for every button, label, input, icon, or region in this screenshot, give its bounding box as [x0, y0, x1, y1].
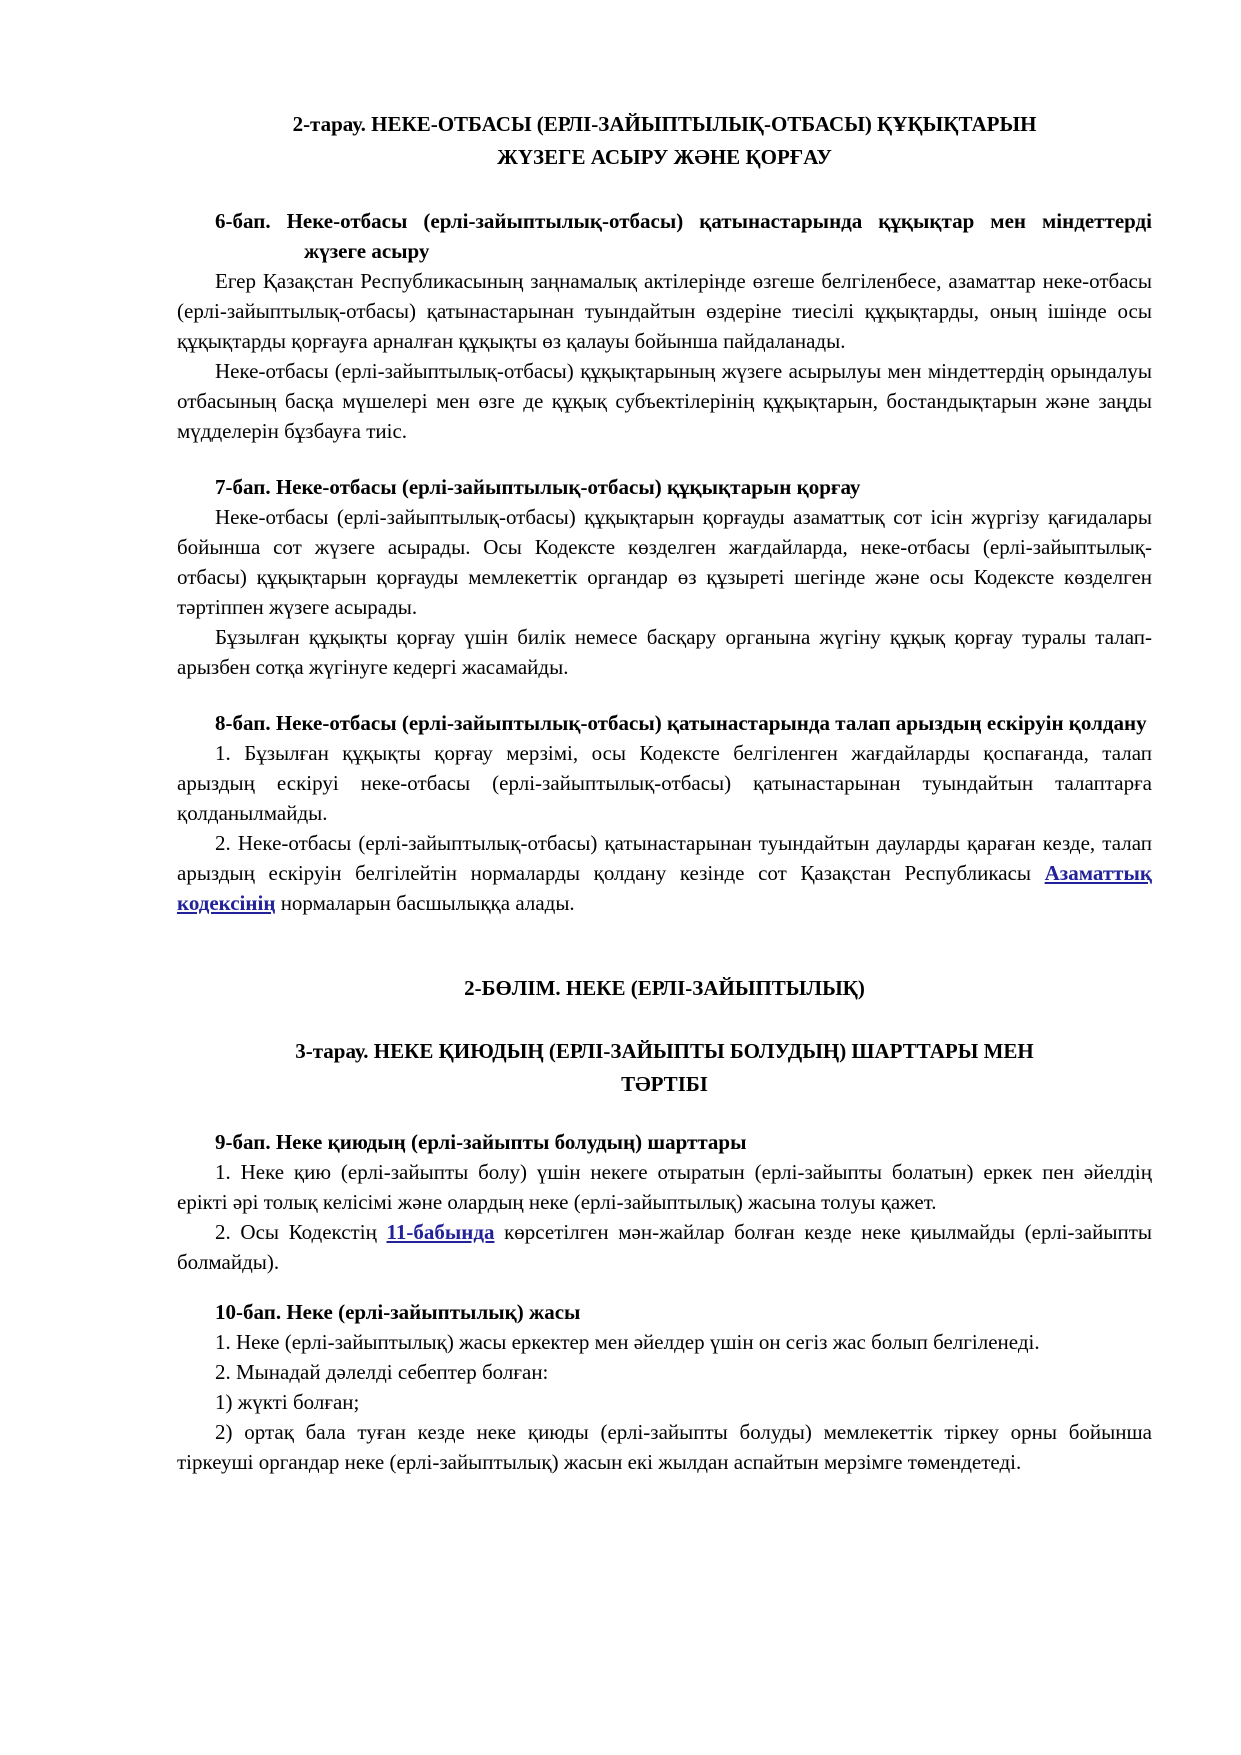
article-6-heading: 6-бап. Неке-отбасы (ерлі-зайыптылық-отбасы) қатынастарында құқықтар мен міндеттерді жүзеге асыру	[215, 209, 1152, 263]
article-9-para-2-text: 2. Осы Кодекстің	[215, 1220, 387, 1244]
article-7-para-2: Бұзылған құқықты қорғау үшін билік немесе басқару органына жүгіну құқық қорғау туралы талап-арызбен сотқа жүгінуге кедергі жасамайды.	[177, 625, 1152, 679]
article-10-item-1: 1) жүкті болған;	[215, 1390, 360, 1414]
article-9-para-2-text-after: көрсетілген мән-жайлар болған кезде неке қиылмайды (ерлі-зайыпты болмайды).	[177, 1220, 1152, 1274]
article-8	[177, 708, 1152, 918]
article-8-heading: 8-бап. Неке-отбасы (ерлі-зайыптылық-отбасы) қатынастарында талап арыздың ескіруін қолдану	[215, 711, 1147, 735]
chapter-3-title-line-1: 3-тарау. НЕКЕ ҚИЮДЫҢ (ЕРЛІ-ЗАЙЫПТЫ БОЛУДЫҢ) ШАРТТАРЫ МЕН	[295, 1039, 1034, 1063]
article-10-heading: 10-бап. Неке (ерлі-зайыптылық) жасы	[215, 1300, 581, 1324]
article-8-para-2-text: 2. Неке-отбасы (ерлі-зайыптылық-отбасы) қатынастарынан туындайтын дауларды қараған кезде, талап арыздың ескіруін белгілейтін нормаларды қолдану кезінде сот Қазақстан Республикасы	[177, 831, 1152, 885]
article-9	[177, 1127, 1152, 1277]
chapter-3-title-line-2: ТӘРТІБІ	[621, 1072, 708, 1096]
chapter-2-title-line-1: 2-тарау. НЕКЕ-ОТБАСЫ (ЕРЛІ-ЗАЙЫПТЫЛЫҚ-ОТБАСЫ) ҚҰҚЫҚТАРЫН	[292, 112, 1037, 136]
article-7-heading: 7-бап. Неке-отбасы (ерлі-зайыптылық-отбасы) құқықтарын қорғау	[215, 475, 861, 499]
article-8-para-2-text-after: нормаларын басшылыққа алады.	[275, 891, 575, 915]
article-10-item-2: 2) ортақ бала туған кезде неке қиюды (ерлі-зайыпты болуды) мемлекеттік тіркеу орны бойынша тіркеуші органдар неке (ерлі-зайыптылық) жасын екі жылдан аспайтын мерзімге төмендетеді.	[177, 1420, 1152, 1474]
chapter-2-title	[177, 108, 1152, 174]
part-2-title: 2-БӨЛІМ. НЕКЕ (ЕРЛІ-ЗАЙЫПТЫЛЫҚ)	[464, 976, 865, 1000]
article-9-para-2	[177, 1217, 1152, 1277]
civil-code-link[interactable]: Азаматтық кодексінің	[177, 861, 1152, 915]
article-10-para-1: 1. Неке (ерлі-зайыптылық) жасы еркектер мен әйелдер үшін он сегіз жас болып белгіленеді.	[215, 1330, 1040, 1354]
article-6-para-1: Егер Қазақстан Республикасының заңнамалық актілерінде өзгеше белгіленбесе, азаматтар неке-отбасы (ерлі-зайыптылық-отбасы) қатынастарынан туындайтын өздеріне тиесілі құқықтарды, оның ішінде осы құқықтарды қорғауға арналған құқықты өз қалауы бойынша пайдаланады.	[177, 269, 1152, 353]
article-8-para-2	[177, 828, 1152, 918]
article-9-heading: 9-бап. Неке қиюдың (ерлі-зайыпты болудың) шарттары	[215, 1130, 747, 1154]
chapter-3-title	[177, 1035, 1152, 1101]
article-7	[177, 472, 1152, 682]
article-6	[177, 206, 1152, 446]
article-10	[177, 1297, 1152, 1477]
article-9-para-1: 1. Неке қию (ерлі-зайыпты болу) үшін некеге отыратын (ерлі-зайыпты болатын) еркек пен әйелдің ерікті әрі толық келісімі және олардың неке (ерлі-зайыптылық) жасына толуы қажет.	[177, 1160, 1152, 1214]
article-10-para-2: 2. Мынадай дәлелді себептер болған:	[215, 1360, 549, 1384]
article-6-para-2: Неке-отбасы (ерлі-зайыптылық-отбасы) құқықтарының жүзеге асырылуы мен міндеттердің орындалуы отбасының басқа мүшелері мен өзге де құқық субъектілерінің құқықтарын, бостандықтарын және заңды мүдделерін бұзбауға тиіс.	[177, 359, 1152, 443]
chapter-2-title-line-2: ЖҮЗЕГЕ АСЫРУ ЖӘНЕ ҚОРҒАУ	[497, 145, 832, 169]
article-11-link[interactable]: 11-бабында	[386, 1220, 495, 1244]
article-7-para-1: Неке-отбасы (ерлі-зайыптылық-отбасы) құқықтарын қорғауды азаматтық сот ісін жүргізу қағидалары бойынша сот жүзеге асырады. Осы Кодексте көзделген жағдайларда, неке-отбасы (ерлі-зайыптылық-отбасы) құқықтарын қорғауды мемлекеттік органдар өз құзыреті шегінде және осы Кодексте көзделген тәртіппен жүзеге асырады.	[177, 505, 1152, 619]
article-8-para-1: 1. Бұзылған құқықты қорғау мерзімі, осы Кодексте белгіленген жағдайларды қоспағанда, талап арыздың ескіруі неке-отбасы (ерлі-зайыптылық-отбасы) қатынастарынан туындайтын талаптарға қолданылмайды.	[177, 741, 1152, 825]
